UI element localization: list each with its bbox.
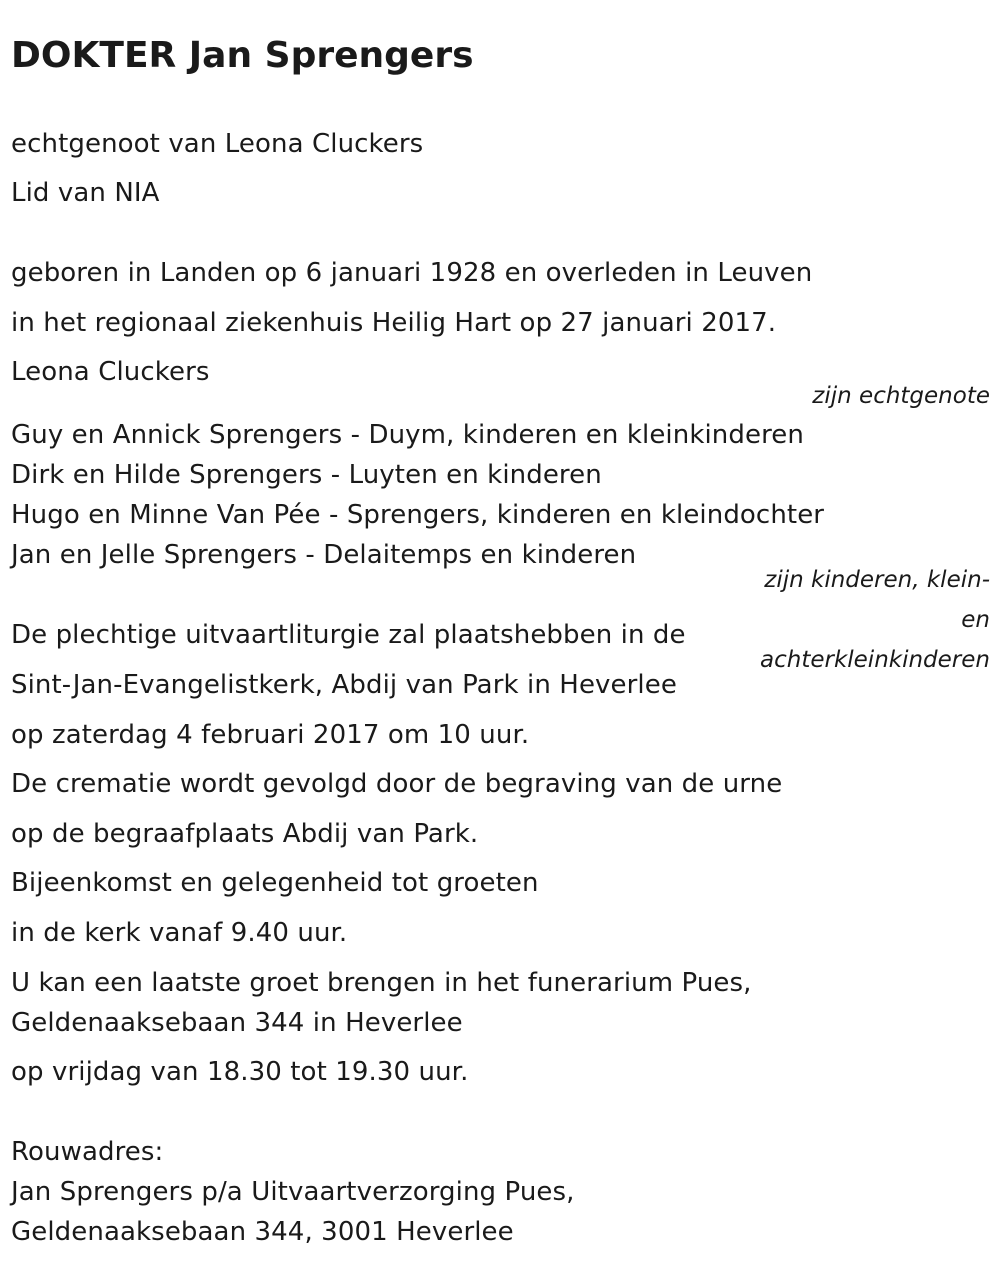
birth-death-line-1: geboren in Landen op 6 januari 1928 en overleden in Leuven [11,258,813,288]
page-title: DOKTER Jan Sprengers [11,35,474,76]
address-line-2: Geldenaaksebaan 344, 3001 Heverlee [11,1217,514,1247]
birth-death-line-2: in het regionaal ziekenhuis Heilig Hart op 27 januari 2017. [11,308,777,338]
ceremony-line-7: in de kerk vanaf 9.40 uur. [11,918,348,948]
ceremony-line-1: De plechtige uitvaartliturgie zal plaatshebben in de [11,620,686,650]
ceremony-line-10: op vrijdag van 18.30 tot 19.30 uur. [11,1057,469,1087]
address-label: Rouwadres: [11,1137,164,1167]
ceremony-line-8: U kan een laatste groet brengen in het funerarium Pues, [11,968,752,998]
ceremony-line-4: De crematie wordt gevolgd door de begraving van de urne [11,769,783,799]
ceremony-line-3: op zaterdag 4 februari 2017 om 10 uur. [11,720,530,750]
child-family-2: Dirk en Hilde Sprengers - Luyten en kinderen [11,460,602,490]
ceremony-line-6: Bijeenkomst en gelegenheid tot groeten [11,868,539,898]
ceremony-line-5: op de begraafplaats Abdij van Park. [11,819,479,849]
child-family-3: Hugo en Minne Van Pée - Sprengers, kinderen en kleindochter [11,500,825,530]
children-role-line-2: en [961,607,990,633]
child-family-4: Jan en Jelle Sprengers - Delaitemps en kinderen [11,540,637,570]
spouse-role: zijn echtgenote [812,383,990,409]
spouse-name: Leona Cluckers [11,357,210,387]
ceremony-line-9: Geldenaaksebaan 344 in Heverlee [11,1008,463,1038]
spouse-of-line: echtgenoot van Leona Cluckers [11,129,424,159]
children-role-line-1: zijn kinderen, klein- [764,567,990,593]
ceremony-line-2: Sint-Jan-Evangelistkerk, Abdij van Park in Heverlee [11,670,677,700]
membership-line: Lid van NIA [11,178,160,208]
children-role-line-3: achterkleinkinderen [760,647,990,673]
child-family-1: Guy en Annick Sprengers - Duym, kinderen en kleinkinderen [11,420,804,450]
address-line-1: Jan Sprengers p/a Uitvaartverzorging Pues, [11,1177,575,1207]
